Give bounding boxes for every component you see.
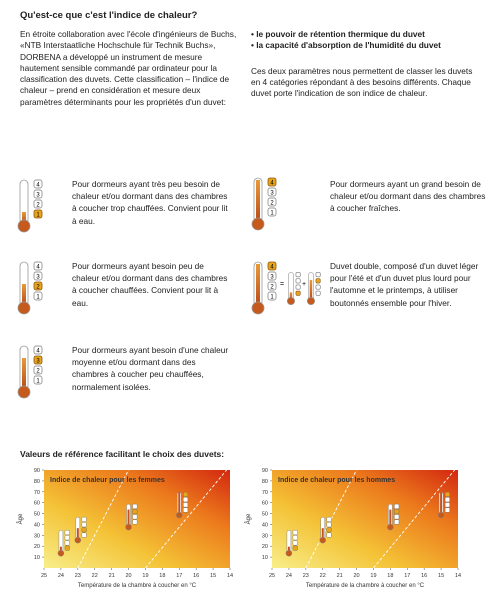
- category-3-description: Pour dormeurs ayant besoin d'une chaleur moyenne et/ou dormant dans des chambres à coucher peu chauffées, normalement isolées.: [72, 345, 229, 392]
- svg-text:2: 2: [36, 368, 40, 375]
- indice-box-3: [65, 535, 70, 540]
- indice-box-2: [293, 541, 298, 546]
- svg-text:1: 1: [270, 210, 274, 217]
- chart-section-title: Valeurs de référence facilitant le choix des duvets:: [20, 449, 225, 459]
- chart-women: [14, 464, 242, 592]
- intro-paragraph: En étroite collaboration avec l'école d'ingénieurs de Buchs, «NTB Interstaatliche Hochschule für Technik Buchs», DORBENA a développé un instrument de mesure hautement sensible commandé par ordinateur pour la classification des duvets. Cette classification – l'indice de chaleur – prend en considération et mesure deux paramètres déterminants pour les propriétés d'un duvet:: [20, 29, 237, 107]
- svg-text:4: 4: [270, 264, 274, 271]
- y-tick-label: 80: [261, 478, 268, 485]
- page-title: Qu'est-ce que c'est l'indice de chaleur?: [20, 10, 198, 21]
- y-axis-label: Âge: [246, 513, 252, 525]
- svg-text:2: 2: [36, 202, 40, 209]
- x-tick-label: 21: [336, 573, 343, 579]
- svg-text:1: 1: [36, 294, 40, 301]
- indice-box-1: [327, 533, 332, 538]
- svg-text:2: 2: [36, 284, 40, 291]
- indice-box-2: [133, 514, 138, 519]
- svg-text:3: 3: [270, 190, 274, 197]
- svg-text:1: 1: [270, 294, 274, 301]
- indice-box-4: [394, 504, 399, 509]
- thermometer-bulb: [75, 537, 81, 543]
- indice-box-3: [394, 509, 399, 514]
- indice-box-1: [82, 533, 87, 538]
- thermometer-indice-4-icon: [250, 174, 286, 234]
- category-1-description: Pour dormeurs ayant très peu besoin de chaleur et/ou dormant dans des chambres à coucher trop chauffées. Convient pour lit à eau.: [72, 179, 228, 226]
- x-tick-label: 15: [438, 573, 445, 579]
- indice-box-2: [82, 528, 87, 533]
- indice-box-4: [65, 530, 70, 535]
- y-axis-label: Âge: [18, 513, 24, 525]
- indice-box-1: [133, 520, 138, 525]
- thermometer-bulb: [438, 512, 444, 518]
- indice-box-3: [445, 497, 450, 502]
- y-tick-label: 70: [261, 489, 268, 496]
- params-paragraph: Ces deux paramètres nous permettent de classer les duvets en 4 catégories répondant à des besoins différents. Chaque duvet porte l'indication de son indice de chaleur.: [251, 65, 473, 99]
- chart-title: Indice de chaleur pour les hommes: [278, 477, 396, 484]
- x-axis-label: Température de la chambre à coucher en °C: [305, 583, 425, 589]
- x-tick-label: 17: [176, 573, 183, 579]
- svg-text:2: 2: [270, 200, 274, 207]
- indice-box-2: [445, 503, 450, 508]
- indice-box-3: [82, 522, 87, 527]
- thermometer-bulb: [58, 550, 64, 556]
- category-1: [16, 176, 228, 241]
- indice-box-4: [183, 492, 188, 497]
- indice-box-3: [327, 522, 332, 527]
- x-tick-label: 22: [91, 573, 98, 579]
- indice-box-4: [445, 492, 450, 497]
- thermometer-double-duvet-icon: [250, 258, 328, 320]
- x-tick-label: 21: [108, 573, 115, 579]
- indice-box-3: [183, 497, 188, 502]
- y-tick-label: 40: [261, 522, 268, 529]
- indice-box-2: [327, 528, 332, 533]
- indice-box-2: [394, 514, 399, 519]
- x-tick-label: 18: [159, 573, 166, 579]
- x-tick-label: 23: [74, 573, 81, 579]
- indice-box-4: [82, 517, 87, 522]
- y-tick-label: 20: [33, 544, 40, 551]
- x-tick-label: 19: [142, 573, 149, 579]
- y-tick-label: 80: [33, 478, 40, 485]
- y-tick-label: 10: [261, 555, 268, 562]
- thermometer-bulb: [126, 524, 132, 530]
- x-tick-label: 19: [370, 573, 377, 579]
- thermometer-mercury: [389, 510, 391, 526]
- y-tick-label: 50: [261, 511, 268, 518]
- svg-text:4: 4: [36, 264, 40, 271]
- x-tick-label: 24: [285, 573, 292, 579]
- x-tick-label: 16: [421, 573, 428, 579]
- svg-text:+: +: [302, 281, 307, 288]
- indice-box-3: [133, 509, 138, 514]
- x-tick-label: 17: [404, 573, 411, 579]
- x-tick-label: 14: [454, 573, 462, 579]
- y-tick-label: 50: [33, 511, 40, 518]
- thermometer-indice-3-icon: [16, 342, 52, 402]
- svg-text:4: 4: [270, 180, 274, 187]
- thermometer-bulb: [176, 512, 182, 518]
- svg-text:3: 3: [36, 274, 40, 281]
- y-tick-label: 60: [261, 500, 268, 507]
- category-2-description: Pour dormeurs ayant besoin peu de chaleur et/ou dormant dans des chambres à coucher chauffées. Convient pour lit à eau.: [72, 261, 228, 308]
- thermometer-mercury: [440, 492, 442, 514]
- indice-box-4: [293, 530, 298, 535]
- thermometer-mercury: [128, 510, 130, 526]
- indice-box-4: [327, 517, 332, 522]
- x-tick-label: 22: [319, 573, 326, 579]
- svg-text:3: 3: [36, 358, 40, 365]
- indice-box-1: [65, 546, 70, 551]
- category-double: [250, 258, 479, 325]
- svg-text:4: 4: [36, 348, 40, 355]
- thermometer-indice-2-icon: [16, 258, 52, 318]
- thermometer-mercury: [178, 492, 180, 514]
- x-tick-label: 24: [57, 573, 64, 579]
- category-4: [250, 174, 486, 239]
- y-tick-label: 30: [261, 533, 268, 540]
- x-tick-label: 15: [210, 573, 217, 579]
- category-double-description: Duvet double, composé d'un duvet léger pour l'été et d'un duvet plus lourd pour l'automne et le printemps, à utiliser boutonnés ensemble pour l'hiver.: [330, 261, 479, 308]
- y-tick-label: 90: [33, 468, 40, 474]
- bullet-thermal-retention: • le pouvoir de rétention thermique du duvet: [251, 29, 425, 39]
- thermometer-bulb: [286, 550, 292, 556]
- svg-text:=: =: [280, 281, 285, 288]
- y-tick-label: 60: [33, 500, 40, 507]
- category-2: [16, 258, 228, 323]
- plot-area: [272, 470, 458, 568]
- indice-box-3: [293, 535, 298, 540]
- svg-text:1: 1: [36, 212, 40, 219]
- y-tick-label: 20: [261, 544, 268, 551]
- category-3: [16, 342, 229, 407]
- indice-box-1: [445, 508, 450, 513]
- y-tick-label: 30: [33, 533, 40, 540]
- svg-text:3: 3: [36, 192, 40, 199]
- svg-text:3: 3: [270, 274, 274, 281]
- x-tick-label: 23: [302, 573, 309, 579]
- chart-title: Indice de chaleur pour les femmes: [50, 477, 165, 484]
- y-tick-label: 90: [261, 468, 268, 474]
- indice-box-2: [65, 541, 70, 546]
- y-tick-label: 10: [33, 555, 40, 562]
- indice-box-1: [183, 508, 188, 513]
- x-axis-label: Température de la chambre à coucher en °C: [77, 583, 197, 589]
- svg-text:4: 4: [36, 182, 40, 189]
- category-4-description: Pour dormeurs ayant un grand besoin de chaleur et/ou dormant dans des chambres à coucher fraîches.: [330, 179, 486, 214]
- svg-text:2: 2: [270, 284, 274, 291]
- bullet-humidity-absorption: • la capacité d'absorption de l'humidité du duvet: [251, 40, 441, 51]
- x-tick-label: 18: [387, 573, 394, 579]
- intro-right-column: [251, 29, 479, 99]
- x-tick-label: 14: [226, 573, 234, 579]
- x-tick-label: 20: [125, 573, 132, 579]
- indice-box-1: [394, 520, 399, 525]
- svg-text:1: 1: [36, 378, 40, 385]
- indice-box-4: [133, 504, 138, 509]
- chart-men: [242, 464, 470, 592]
- x-tick-label: 20: [353, 573, 360, 579]
- thermometer-indice-1-icon: [16, 176, 52, 236]
- x-tick-label: 25: [40, 573, 48, 579]
- y-tick-label: 70: [33, 489, 40, 496]
- y-tick-label: 40: [33, 522, 40, 529]
- indice-box-1: [293, 546, 298, 551]
- x-tick-label: 16: [193, 573, 200, 579]
- thermometer-bulb: [387, 524, 393, 530]
- indice-box-2: [183, 503, 188, 508]
- thermometer-bulb: [320, 537, 326, 543]
- x-tick-label: 25: [268, 573, 276, 579]
